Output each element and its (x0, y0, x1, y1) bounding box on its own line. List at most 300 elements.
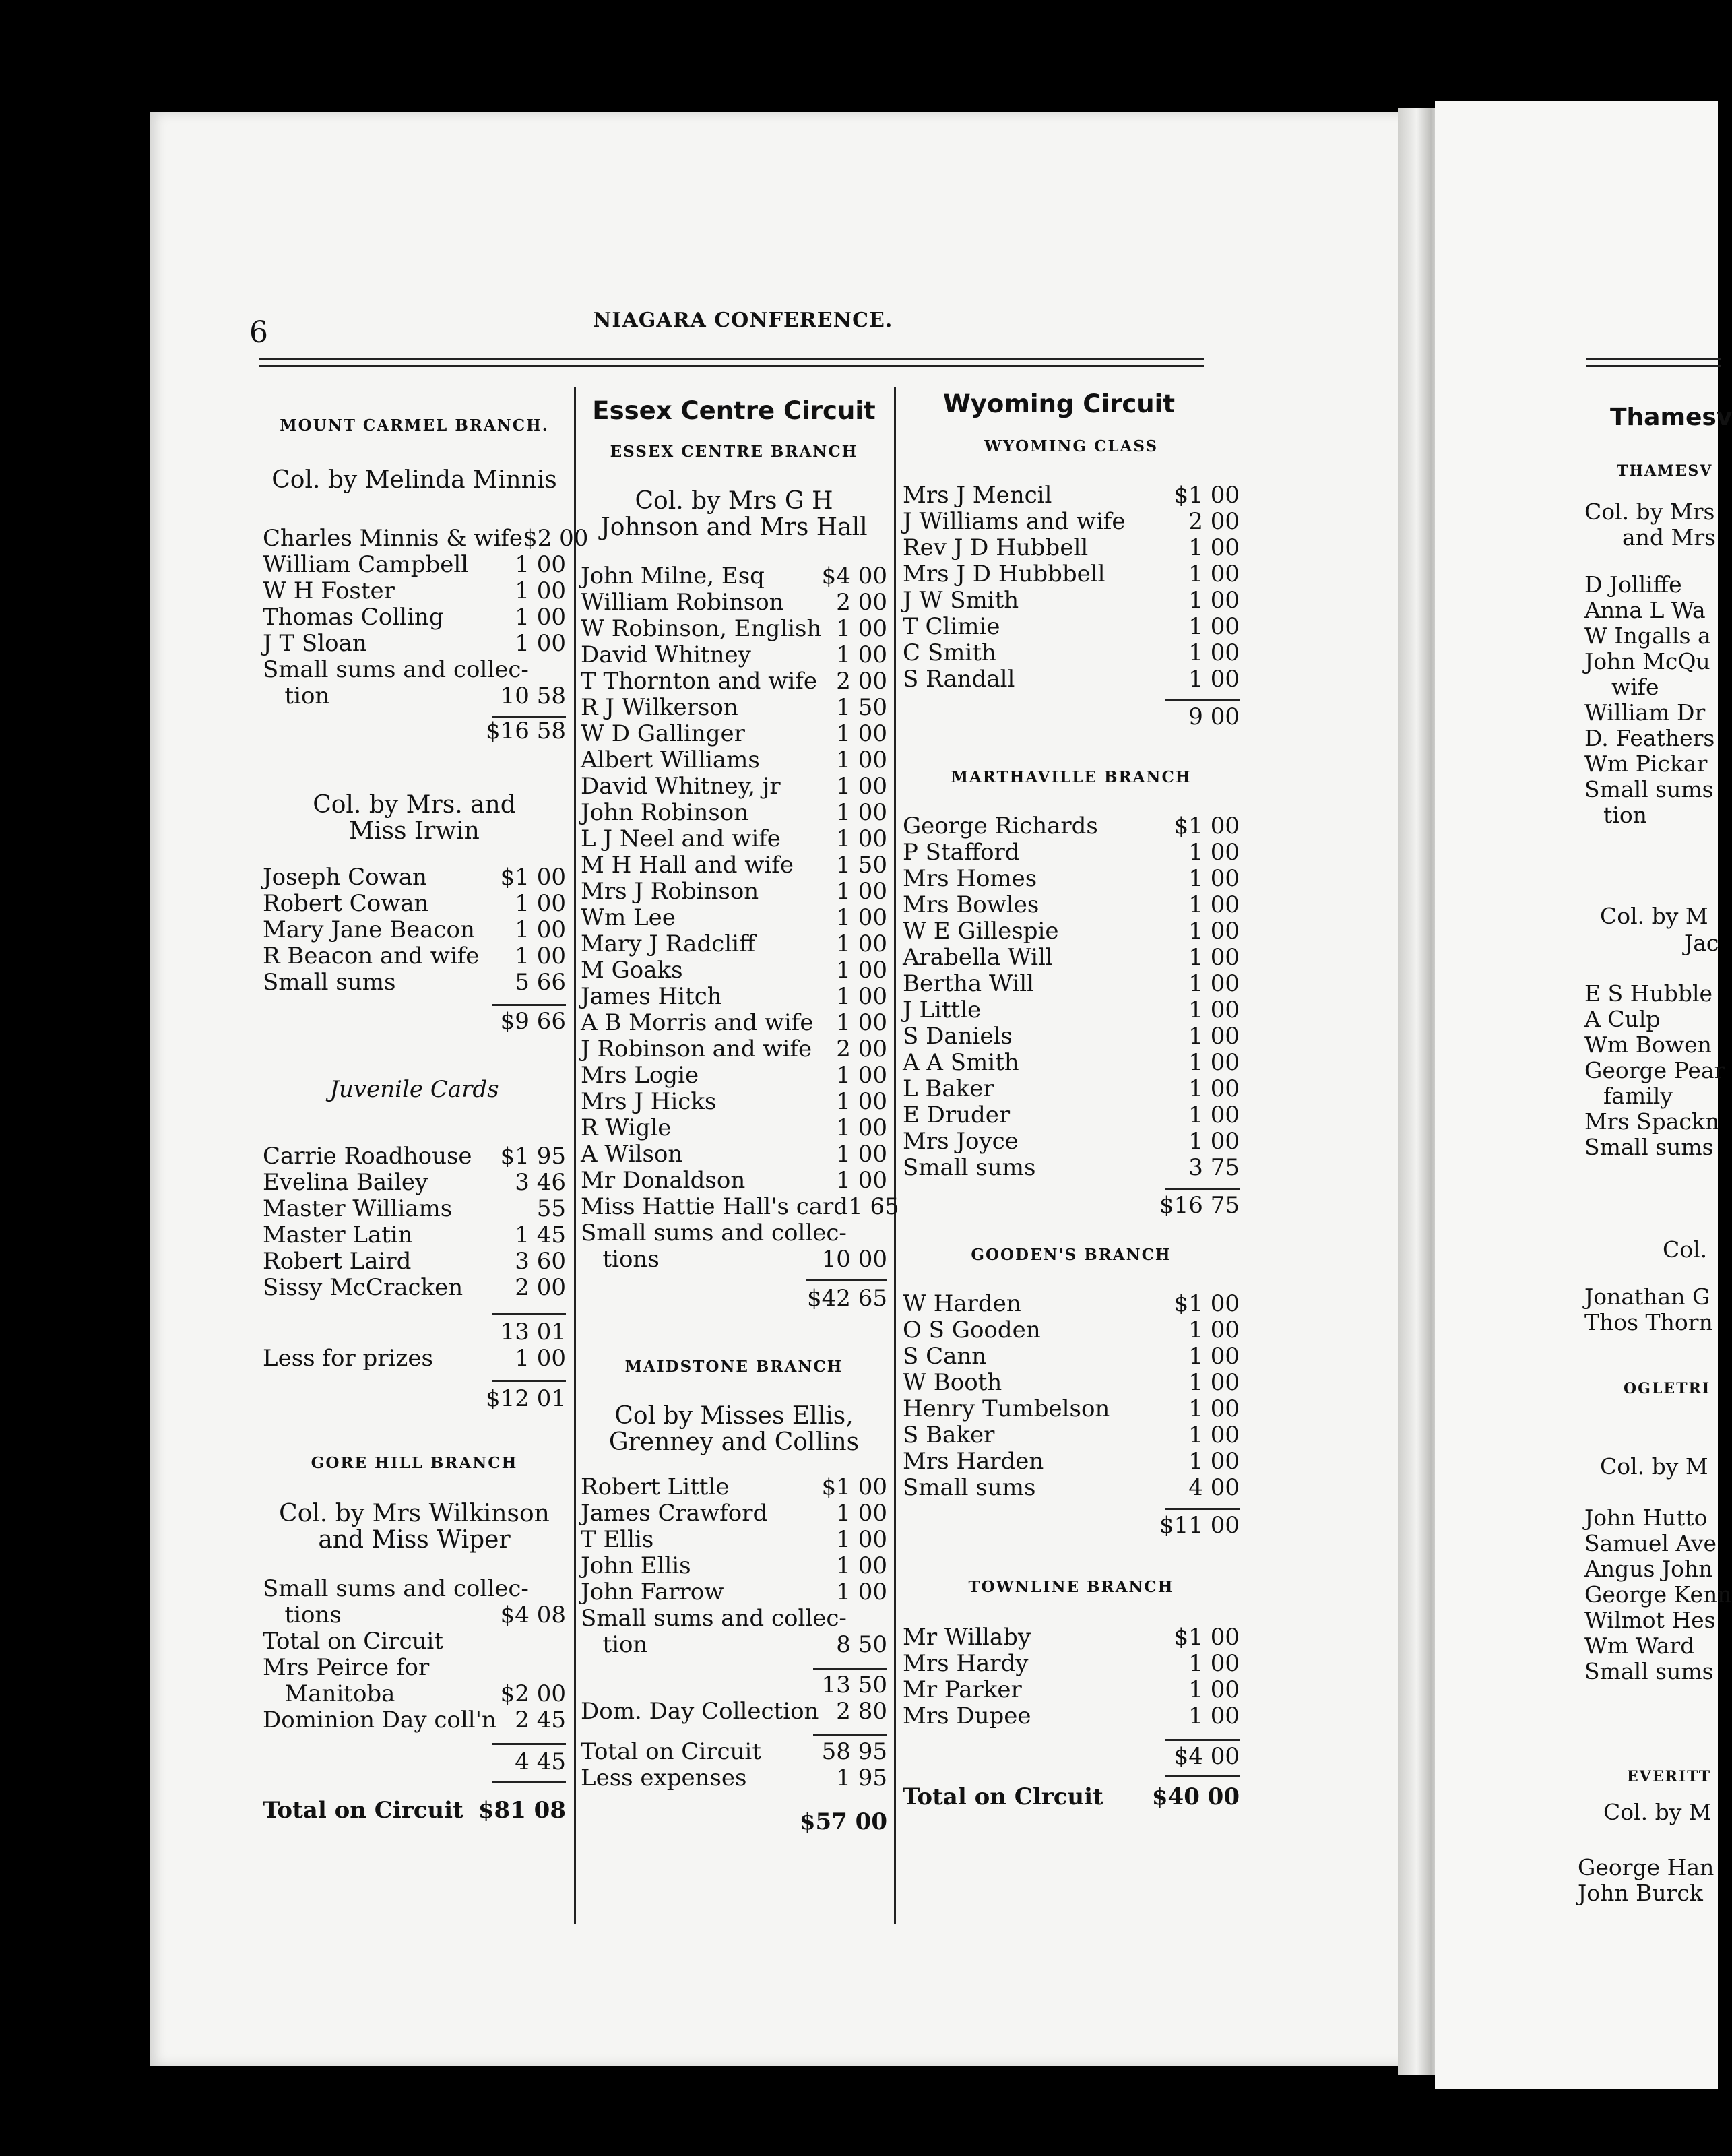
entry-row (581, 1553, 887, 1579)
subtotal-row (581, 1672, 887, 1699)
sum-rule (1165, 1508, 1240, 1510)
dom-day-label: Dom. Day Collection (581, 1698, 819, 1725)
header-rule-bottom (259, 365, 1204, 367)
less-amount: 1 95 (836, 1765, 887, 1792)
entry-row (903, 1422, 1240, 1449)
entry-name: tion (263, 683, 330, 709)
entry-name: Henry Tumbelson (903, 1395, 1110, 1422)
entry-row (581, 1115, 887, 1141)
entry-row (263, 891, 566, 917)
section-total-row (263, 1386, 566, 1412)
entry-amount: 1 00 (836, 641, 887, 668)
section-total: $9 66 (500, 1008, 566, 1035)
entry-name: W E Gillespie (903, 918, 1059, 945)
entry-row (581, 1246, 887, 1273)
right-page-line: Col. by M (1600, 1453, 1708, 1480)
entry-amount: $4 00 (821, 563, 887, 590)
entry-name: O S Gooden (903, 1317, 1041, 1343)
entry-amount: 1 00 (1188, 865, 1240, 892)
right-page-line: Thamesv (1610, 404, 1732, 431)
entry-name: J Little (903, 996, 982, 1023)
entry-name: W Robinson, English (581, 615, 822, 642)
entry-row (581, 563, 887, 590)
entry-amount: 1 00 (1188, 561, 1240, 588)
right-page-line: wife (1611, 674, 1659, 700)
right-page-line: THAMESV (1617, 462, 1713, 480)
entry-row (263, 1707, 566, 1734)
sum-rule (492, 1004, 566, 1006)
entry-name: E Druder (903, 1102, 1011, 1129)
entry-name: Small sums (263, 969, 396, 996)
entry-name: P Stafford (903, 839, 1020, 866)
entry-name: David Whitney (581, 641, 751, 668)
entry-row (263, 1170, 566, 1196)
subtotal-row (263, 1749, 566, 1775)
entry-amount: 1 00 (515, 916, 566, 943)
entry-name: Mrs Peirce for (263, 1654, 430, 1681)
entry-amount: 2 00 (515, 1274, 566, 1301)
entry-amount: 1 00 (836, 1088, 887, 1115)
entry-list (263, 864, 566, 996)
entry-row (903, 561, 1240, 588)
entry-name: Mrs Homes (903, 865, 1037, 892)
entry-name: Robert Little (581, 1473, 730, 1500)
entry-row (263, 525, 589, 552)
entry-row (903, 1050, 1240, 1076)
section-total-row (903, 1744, 1240, 1770)
entry-name: W Booth (903, 1369, 1002, 1396)
entry-amount: $1 00 (821, 1473, 887, 1500)
entry-amount: 1 00 (836, 983, 887, 1010)
entry-amount: 1 00 (1188, 1317, 1240, 1343)
entry-row (581, 1168, 887, 1194)
entry-name: Wm Lee (581, 904, 676, 931)
entry-amount: 1 00 (1188, 1369, 1240, 1396)
entry-row (581, 1606, 887, 1632)
entry-amount: 2 45 (515, 1707, 566, 1734)
entry-name: John Milne, Esq (581, 563, 765, 590)
entry-amount: 1 00 (1188, 918, 1240, 945)
grand-total: $57 00 (799, 1808, 887, 1835)
entry-name: Small sums and collec- (581, 1219, 847, 1246)
entry-amount: 1 50 (836, 694, 887, 721)
entry-row (903, 588, 1240, 614)
entry-amount: 1 00 (836, 720, 887, 747)
entry-row (581, 747, 887, 773)
section-total: $11 00 (1159, 1512, 1240, 1539)
right-page-rule-bottom (1586, 365, 1721, 367)
entry-amount: 1 00 (1188, 587, 1240, 614)
entry-row (903, 1396, 1240, 1422)
entry-row (903, 971, 1240, 997)
entry-row (903, 1155, 1240, 1181)
entry-row (263, 1681, 566, 1707)
entry-row (263, 657, 566, 683)
entry-name: L Baker (903, 1075, 994, 1102)
entry-row (263, 631, 566, 657)
entry-name: Mrs J Robinson (581, 878, 759, 905)
entry-row (581, 1063, 887, 1089)
entry-name: Mrs J Hicks (581, 1088, 717, 1115)
entry-amount: 1 00 (1188, 666, 1240, 693)
entry-name: Manitoba (263, 1680, 395, 1707)
entry-amount: 55 (536, 1195, 566, 1222)
right-page-line: John Burck (1578, 1880, 1703, 1906)
right-page-line: family (1603, 1083, 1673, 1109)
entry-amount: $4 08 (500, 1602, 566, 1628)
entry-name: James Hitch (581, 983, 722, 1010)
right-page-line: John Hutto (1584, 1504, 1708, 1531)
entry-row (903, 997, 1240, 1023)
entry-name: Arabella Will (903, 944, 1053, 971)
entry-row (903, 1624, 1240, 1651)
entry-row (903, 1102, 1240, 1129)
entry-amount: 4 00 (1188, 1474, 1240, 1501)
entry-row (903, 866, 1240, 892)
entry-row (581, 721, 887, 747)
entry-name: T Thornton and wife (581, 668, 817, 695)
right-page-line: and Mrs (1622, 524, 1717, 550)
entry-name: Mrs Logie (581, 1062, 699, 1089)
entry-row (903, 1703, 1240, 1730)
entry-amount: 1 00 (1188, 1676, 1240, 1703)
entry-row (903, 1291, 1240, 1317)
entry-name: W H Foster (263, 577, 395, 604)
collectors: Col. by Mrs Wilkinson and Miss Wiper (279, 1500, 550, 1554)
entry-amount: 1 00 (515, 551, 566, 578)
entry-amount: 1 00 (1188, 1650, 1240, 1677)
entry-name: L J Neel and wife (581, 825, 781, 852)
entry-name: Master Williams (263, 1195, 453, 1222)
entry-amount: 1 00 (836, 1062, 887, 1089)
entry-row (581, 879, 887, 905)
entry-row (903, 1076, 1240, 1102)
entry-amount: 2 00 (836, 589, 887, 616)
entry-amount: $1 00 (1174, 1290, 1240, 1317)
entry-amount: 1 00 (836, 1114, 887, 1141)
entry-amount: $1 00 (1174, 1624, 1240, 1651)
entry-name: Small sums and collec- (581, 1605, 847, 1632)
entry-amount: 3 75 (1188, 1154, 1240, 1181)
entry-amount: 1 00 (1188, 944, 1240, 971)
sum-rule (492, 1781, 566, 1783)
entry-name: Mrs Dupee (903, 1703, 1031, 1730)
entry-row (581, 642, 887, 668)
entry-row (903, 1129, 1240, 1155)
entry-amount: 2 00 (836, 1036, 887, 1063)
entry-amount: $2 00 (500, 1680, 566, 1707)
circuit-total-row (581, 1739, 887, 1765)
section-title: MOUNT CARMEL BRANCH. (280, 416, 549, 435)
entry-amount: 3 60 (515, 1248, 566, 1275)
entry-amount: 1 50 (836, 852, 887, 879)
subtotal-row (263, 1319, 566, 1345)
entry-amount: 1 00 (1188, 1343, 1240, 1370)
right-page-line: George Han (1578, 1854, 1714, 1880)
right-page-line: Small sums (1584, 776, 1714, 802)
entry-row (903, 1023, 1240, 1050)
section-title: Juvenile Cards (329, 1076, 499, 1103)
entry-amount: $2 00 (523, 525, 589, 552)
entry-row (263, 864, 566, 891)
entry-name: Sissy McCracken (263, 1274, 463, 1301)
entry-row (263, 683, 566, 709)
right-page-line: Wm Ward (1584, 1632, 1695, 1659)
entry-row (581, 1010, 887, 1036)
entry-amount: $1 00 (1174, 813, 1240, 839)
entry-row (263, 552, 566, 578)
entry-name: Carrie Roadhouse (263, 1143, 472, 1170)
book-page-right (1435, 101, 1718, 2089)
right-page-line: OGLETRI (1624, 1380, 1711, 1397)
entry-row (903, 482, 1240, 509)
right-page-line: Col. by M (1600, 903, 1708, 929)
sum-rule (1165, 699, 1240, 701)
entry-name: tion (581, 1631, 648, 1658)
entry-name: W D Gallinger (581, 720, 745, 747)
entry-row (581, 1220, 887, 1246)
collectors: Col. by Mrs. and Miss Irwin (313, 791, 516, 845)
entry-row (903, 813, 1240, 839)
entry-amount: 10 00 (821, 1246, 887, 1273)
entry-amount: 2 00 (1188, 508, 1240, 535)
entry-list (263, 525, 589, 709)
entry-name: Small sums (903, 1474, 1036, 1501)
entry-amount: 1 00 (1188, 1128, 1240, 1155)
entry-name: M H Hall and wife (581, 852, 794, 879)
entry-amount: 1 00 (836, 799, 887, 826)
right-page-line: A Culp (1584, 1006, 1661, 1032)
entry-name: Small sums and collec- (263, 1575, 529, 1602)
entry-amount: 2 00 (836, 668, 887, 695)
entry-name: R Wigle (581, 1114, 672, 1141)
entry-amount: 1 00 (1188, 1422, 1240, 1449)
entry-name: Mrs Joyce (903, 1128, 1019, 1155)
entry-row (263, 578, 566, 604)
entry-name: John Ellis (581, 1552, 691, 1579)
entry-amount: 1 00 (836, 1009, 887, 1036)
entry-name: Mr Donaldson (581, 1167, 746, 1194)
right-page-line: Small sums (1584, 1658, 1714, 1684)
entry-name: Mrs Hardy (903, 1650, 1029, 1677)
section-total: $16 58 (486, 718, 566, 744)
header-rule-top (259, 358, 1204, 360)
entry-amount: 1 00 (1188, 1075, 1240, 1102)
entry-row (903, 945, 1240, 971)
sum-rule (1165, 1739, 1240, 1741)
entry-row (903, 1370, 1240, 1396)
entry-name: Mr Parker (903, 1676, 1022, 1703)
column-divider-1 (574, 387, 576, 1924)
entry-name: Small sums and collec- (263, 656, 529, 683)
entry-row (263, 604, 566, 631)
right-page-line: EVERITT (1627, 1768, 1712, 1785)
entry-row (581, 773, 887, 800)
less-label: Less for prizes (263, 1345, 433, 1372)
sum-rule (813, 1668, 887, 1670)
entry-row (263, 943, 566, 970)
entry-name: R J Wilkerson (581, 694, 738, 721)
entry-list (903, 482, 1240, 693)
entry-row (263, 1248, 566, 1275)
entry-row (581, 668, 887, 695)
section-total: $42 65 (807, 1285, 887, 1312)
entry-row (581, 984, 887, 1010)
right-page-line: George Pear (1584, 1057, 1725, 1083)
entry-name: A B Morris and wife (581, 1009, 814, 1036)
entry-name: tions (263, 1602, 342, 1628)
entry-amount: 1 00 (1188, 613, 1240, 640)
right-page-rule-top (1586, 358, 1721, 360)
entry-row (903, 1677, 1240, 1703)
circuit-title: Essex Centre Circuit (592, 396, 876, 425)
entry-name: Robert Cowan (263, 890, 429, 917)
entry-name: Mrs Bowles (903, 891, 1039, 918)
entry-name: R Beacon and wife (263, 943, 480, 970)
entry-name: William Campbell (263, 551, 469, 578)
less-row (263, 1345, 566, 1372)
section-total-row (263, 1009, 566, 1035)
collectors: Col by Misses Ellis, Grenney and Collins (608, 1402, 860, 1456)
entry-name: Small sums (903, 1154, 1036, 1181)
entry-row (903, 1449, 1240, 1475)
entry-amount: 8 50 (836, 1631, 887, 1658)
entry-name: David Whitney, jr (581, 773, 781, 800)
entry-row (263, 917, 566, 943)
right-page-line: Samuel Ave (1584, 1530, 1717, 1556)
right-page-line: Wm Pickar (1584, 751, 1708, 777)
entry-row (581, 800, 887, 826)
column-divider-2 (894, 387, 896, 1924)
entry-amount: 1 00 (836, 1500, 887, 1527)
entry-name: J Robinson and wife (581, 1036, 812, 1063)
sum-rule (806, 1279, 887, 1281)
sum-rule (1165, 1188, 1240, 1190)
entry-row (581, 1036, 887, 1063)
sum-rule (813, 1734, 887, 1736)
grand-total-row (903, 1784, 1240, 1810)
column-1 (263, 412, 589, 1824)
entry-row (263, 1576, 566, 1602)
subtotal: 13 01 (500, 1319, 566, 1345)
entry-amount: 3 46 (515, 1169, 566, 1196)
page-number: 6 (249, 315, 268, 350)
column-2 (581, 396, 899, 1835)
section-title: MAIDSTONE BRANCH (624, 1358, 843, 1376)
dom-day-amount: 2 80 (836, 1698, 887, 1725)
entry-amount: 1 00 (515, 630, 566, 657)
section-title: TOWNLINE BRANCH (968, 1578, 1174, 1596)
right-page-line: Wm Bowen (1584, 1032, 1712, 1058)
entry-list (903, 1624, 1240, 1730)
entry-name: Mrs J D Hubbbell (903, 561, 1105, 588)
entry-row (581, 1089, 887, 1115)
circuit-total-amount: 58 95 (821, 1738, 887, 1765)
entry-name: T Climie (903, 613, 1000, 640)
entry-row (903, 1317, 1240, 1343)
entry-row (581, 1474, 887, 1500)
right-page-line: Mrs Spackn (1584, 1108, 1720, 1135)
dom-day-row (581, 1699, 887, 1725)
entry-name: J T Sloan (263, 630, 367, 657)
section-total: $12 01 (486, 1385, 566, 1412)
entry-amount: 1 00 (836, 1141, 887, 1168)
entry-amount: 1 00 (1188, 639, 1240, 666)
less-row (581, 1765, 887, 1792)
right-page-line: tion (1603, 802, 1647, 828)
entry-amount: 1 00 (515, 890, 566, 917)
right-page-line: Wilmot Hes (1584, 1607, 1716, 1633)
entry-name: S Daniels (903, 1023, 1013, 1050)
right-page-line: Jonathan G (1584, 1283, 1710, 1310)
entry-list (903, 1291, 1240, 1501)
entry-amount: 1 65 (848, 1193, 899, 1220)
entry-amount: 1 00 (1188, 1102, 1240, 1129)
entry-amount: 1 00 (1188, 970, 1240, 997)
entry-name: Joseph Cowan (263, 864, 427, 891)
entry-amount: 1 00 (515, 943, 566, 970)
entry-name: Robert Laird (263, 1248, 412, 1275)
entry-name: W Harden (903, 1290, 1021, 1317)
section-title: MARTHAVILLE BRANCH (951, 768, 1192, 786)
collectors: Col. by Melinda Minnis (271, 466, 557, 494)
entry-row (903, 1651, 1240, 1677)
sum-rule (1165, 1775, 1240, 1777)
entry-name: Bertha Will (903, 970, 1034, 997)
entry-amount: 1 00 (836, 878, 887, 905)
grand-total-label: Total on Clrcuit (903, 1783, 1103, 1810)
entry-row (903, 535, 1240, 561)
entry-row (263, 1602, 566, 1628)
entry-amount: 1 00 (836, 615, 887, 642)
entry-name: J Williams and wife (903, 508, 1126, 535)
entry-amount: 1 00 (836, 1579, 887, 1606)
right-page-line: William Dr (1584, 699, 1706, 726)
right-page-line: John McQu (1584, 648, 1710, 674)
section-title: ESSEX CENTRE BRANCH (610, 443, 858, 461)
right-page-line: D. Feathers (1584, 725, 1715, 751)
entry-row (903, 892, 1240, 918)
subtotal: 4 45 (515, 1748, 566, 1775)
entry-row (263, 970, 566, 996)
entry-row (581, 905, 887, 931)
entry-name: Albert Williams (581, 747, 760, 773)
entry-row (903, 614, 1240, 640)
entry-row (903, 666, 1240, 693)
entry-row (581, 695, 887, 721)
right-page-line: E S Hubble (1584, 980, 1713, 1007)
entry-amount: 1 00 (1188, 1395, 1240, 1422)
section-total-row (903, 1513, 1240, 1539)
entry-row (903, 640, 1240, 666)
entry-amount: 10 58 (500, 683, 566, 709)
right-page-line: Col. by Mrs (1584, 499, 1715, 525)
entry-row (581, 1632, 887, 1658)
entry-amount: 1 00 (836, 1167, 887, 1194)
entry-name: Mary J Radcliff (581, 930, 756, 957)
entry-row (263, 1628, 566, 1655)
entry-row (903, 1343, 1240, 1370)
entry-row (263, 1196, 566, 1222)
grand-total-row (581, 1809, 887, 1835)
entry-row (581, 826, 887, 852)
entry-row (903, 1475, 1240, 1501)
entry-name: T Ellis (581, 1526, 654, 1553)
entry-amount: $1 00 (500, 864, 566, 891)
circuit-title: Wyoming Circuit (943, 389, 1176, 418)
entry-amount: 1 00 (1188, 996, 1240, 1023)
entry-name: S Cann (903, 1343, 987, 1370)
